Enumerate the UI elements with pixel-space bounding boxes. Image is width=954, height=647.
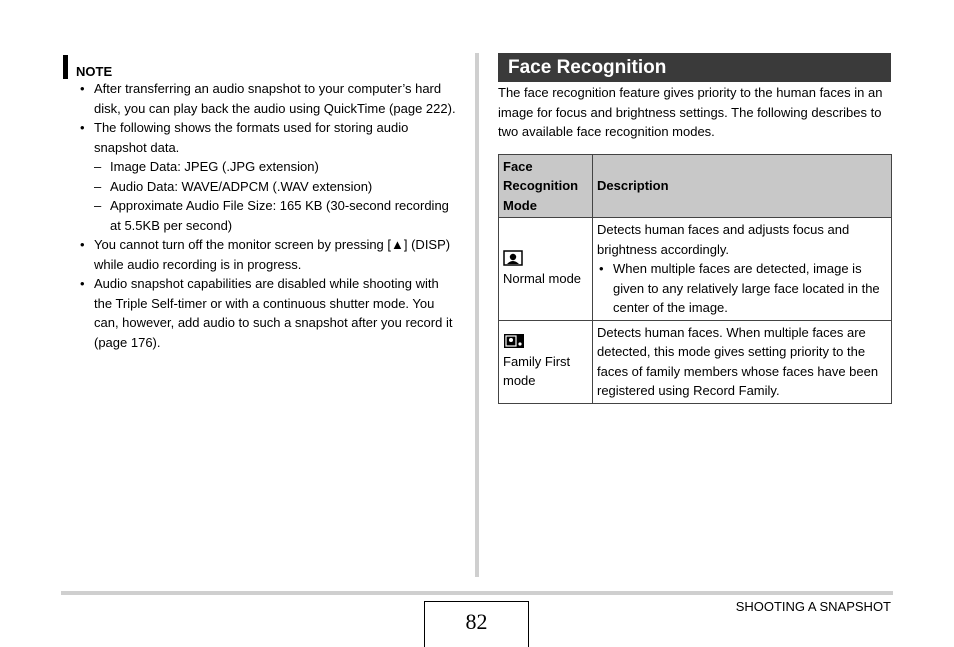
column-divider bbox=[475, 53, 479, 577]
face-detect-icon bbox=[503, 250, 523, 266]
description-cell bbox=[593, 218, 892, 321]
note-bullet: • You cannot turn off the monitor screen by pressing [▲] (DISP) while audio recording is in progress. bbox=[78, 235, 458, 274]
note-bullet: • The following shows the formats used for storing audio snapshot data. bbox=[78, 118, 458, 157]
table-row bbox=[499, 320, 892, 403]
note-subitem: – Image Data: JPEG (.JPG extension) bbox=[78, 157, 458, 177]
table-row bbox=[499, 218, 892, 321]
mode-cell bbox=[499, 320, 593, 403]
description-text: Detects human faces and adjusts focus and brightness accordingly. bbox=[597, 222, 850, 257]
note-subitem: – Audio Data: WAVE/ADPCM (.WAV extension) bbox=[78, 177, 458, 197]
footer-rule bbox=[61, 591, 893, 595]
section-intro: The face recognition feature gives priority to the human faces in an image for focus and brightness settings. The following describes to two available face recognition modes. bbox=[498, 85, 883, 139]
section-title: Face Recognition bbox=[498, 53, 891, 82]
note-heading: NOTE bbox=[76, 64, 113, 79]
note-marker-bar bbox=[63, 55, 68, 79]
description-bullet: • When multiple faces are detected, image is given to any relatively large face located in the center of the image. bbox=[597, 259, 887, 318]
note-subitem: – Approximate Audio File Size: 165 KB (30-second recording at 5.5KB per second) bbox=[78, 196, 458, 235]
note-bullet: • After transferring an audio snapshot to your computer’s hard disk, you can play back the audio using QuickTime (page 222). bbox=[78, 79, 458, 118]
description-cell bbox=[593, 320, 892, 403]
table-header-row bbox=[499, 155, 892, 218]
family-first-icon bbox=[503, 333, 525, 349]
note-bullet: • Audio snapshot capabilities are disabled while shooting with the Triple Self-timer or with a continuous shutter mode. You can, however, add audio to such a snapshot after you record it (page 176). bbox=[78, 274, 458, 352]
mode-label: Normal mode bbox=[503, 270, 582, 286]
page-number: 82 bbox=[424, 601, 529, 647]
header-mode: Face Recognition Mode bbox=[499, 155, 593, 218]
mode-cell bbox=[499, 218, 593, 321]
description-text: Detects human faces. When multiple faces are detected, this mode gives setting priority to the faces of family members whose faces have been registered using Record Family. bbox=[597, 324, 879, 398]
header-description: Description bbox=[593, 155, 892, 218]
note-list bbox=[78, 79, 458, 352]
chapter-title: SHOOTING A SNAPSHOT bbox=[735, 599, 891, 614]
mode-label: Family First mode bbox=[503, 353, 571, 388]
face-recognition-table bbox=[498, 154, 892, 404]
